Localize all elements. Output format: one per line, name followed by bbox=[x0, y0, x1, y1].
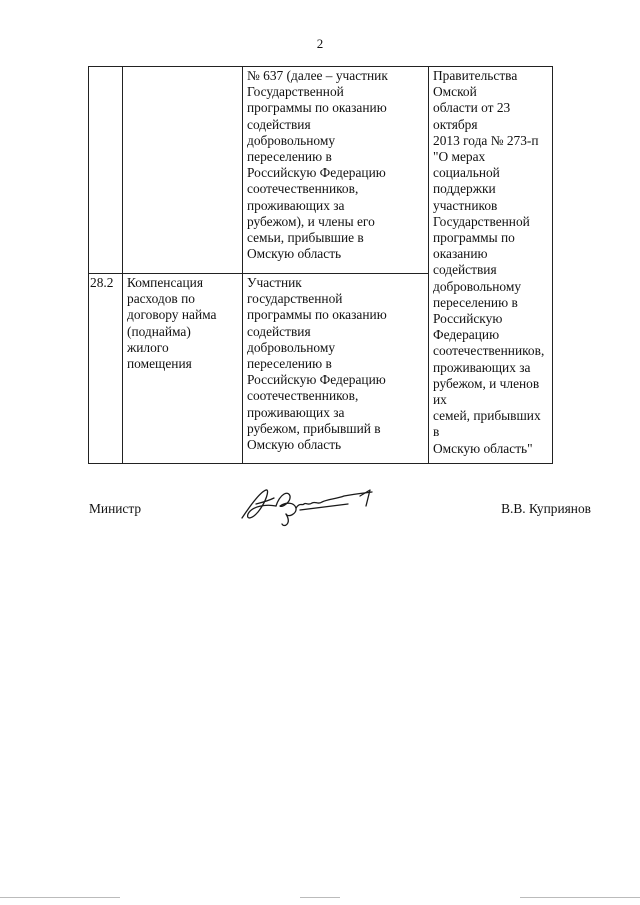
signer-position: Министр bbox=[89, 501, 142, 516]
handwritten-signature bbox=[236, 484, 378, 528]
legal-basis-cell bbox=[429, 67, 553, 464]
page-number: 2 bbox=[316, 36, 324, 51]
row-number-cell bbox=[89, 67, 123, 274]
benefits-table bbox=[88, 66, 553, 464]
measure-name-cell bbox=[123, 67, 243, 274]
recipients-cell bbox=[243, 274, 429, 464]
row-number: 28.2 bbox=[90, 275, 114, 290]
recipients-text: Участник государственной программы по оказанию содействия добровольному переселению в Российскую Федерацию соотечественников, проживающих за рубежом, прибывший в Омскую область bbox=[247, 275, 387, 453]
recipients-text: № 637 (далее – участник Государственной программы по оказанию содействия добровольному переселению в Российскую Федерацию соотечественников, проживающих за рубежом), и члены его семьи, прибывшие в Омскую область bbox=[247, 68, 388, 262]
scan-artifact-line bbox=[0, 897, 640, 899]
measure-name: Компенсация расходов по договору найма (поднайма) жилого помещения bbox=[127, 275, 217, 372]
legal-basis-text: Правительства Омской области от 23 октября 2013 года № 273-п "О мерах социальной поддержки участников Государственной программы по оказанию содействия добровольному переселению в Российскую Федерацию соотечественников, проживающих за рубежом, и членов их семей, прибывших в Омскую область" bbox=[433, 68, 545, 456]
measure-name-cell bbox=[123, 274, 243, 464]
signature-block bbox=[0, 482, 640, 532]
signer-name: В.В. Куприянов bbox=[501, 501, 591, 516]
row-number-cell bbox=[89, 274, 123, 464]
table-row bbox=[89, 67, 553, 274]
recipients-cell bbox=[243, 67, 429, 274]
